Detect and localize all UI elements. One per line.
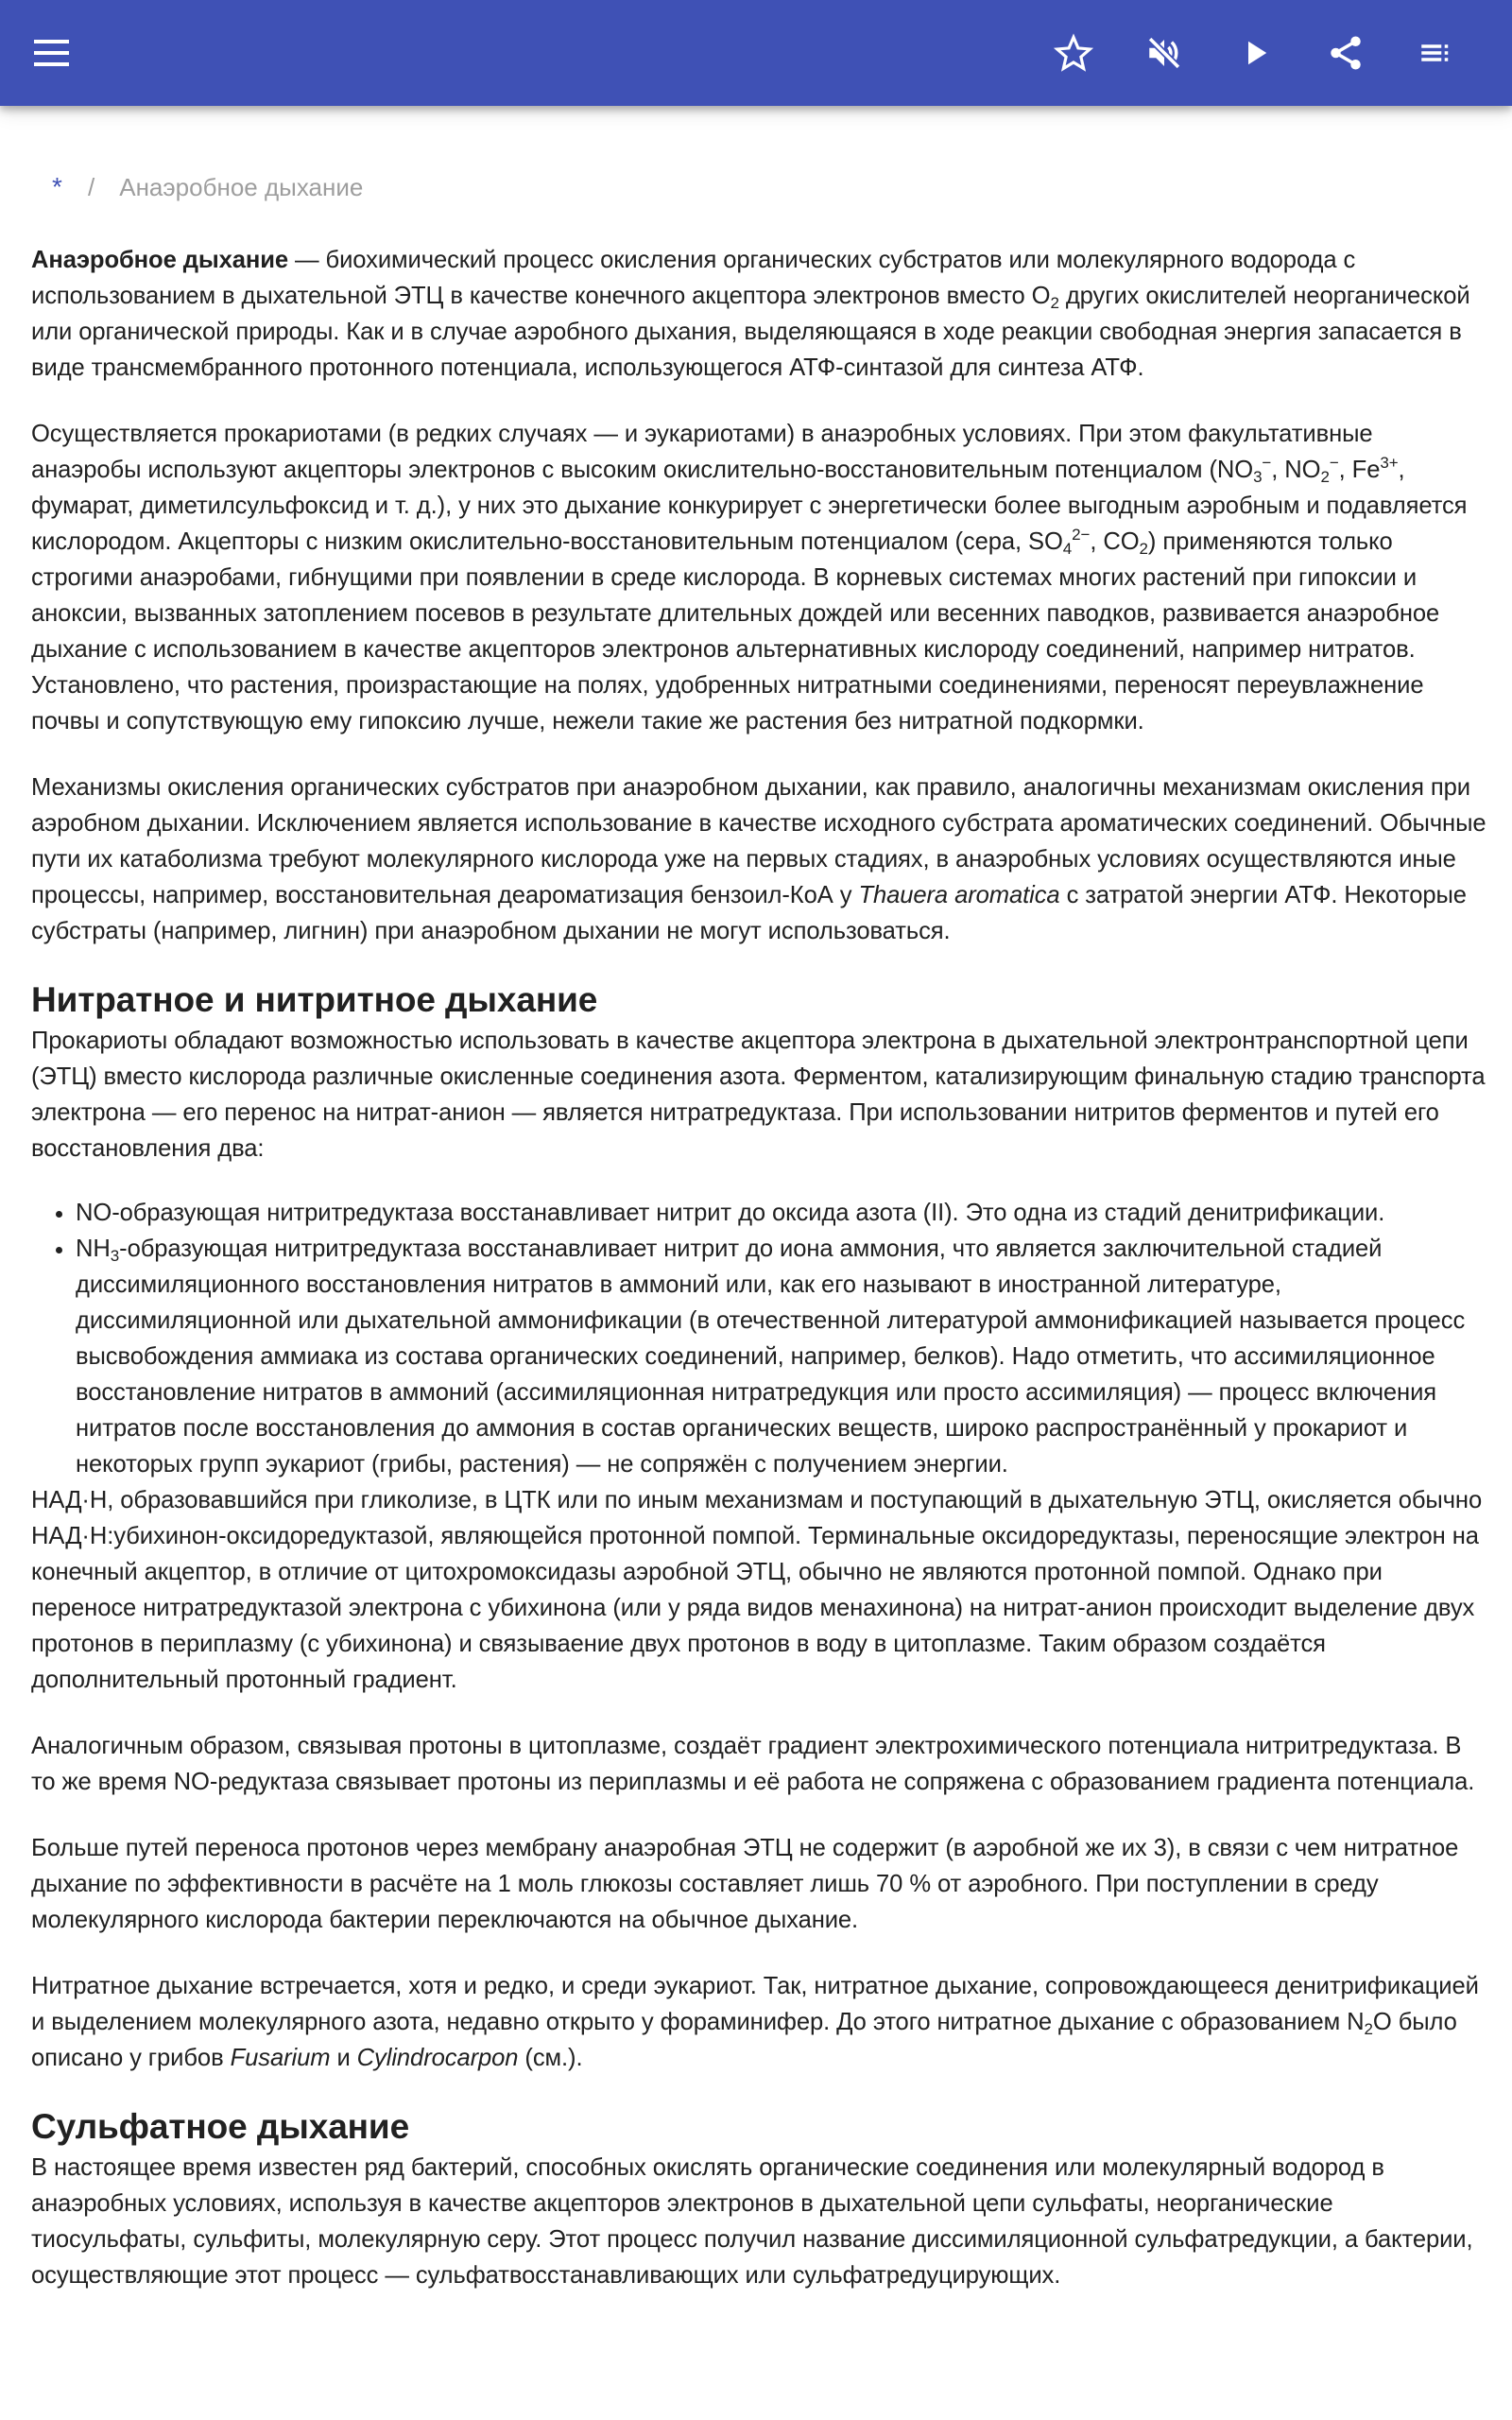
text-run: -образующая нитритредуктаза восстанавливает нитрит до иона аммония, что является заключительной стадией диссимиляционного восстановления нитратов в аммоний или, как его называют в иностранной литературе, диссимиляционной или дыхательной аммонификации (в отечественной литературой аммонификацией называется процесс высвобождения аммиака из состава органических соединений, например, белков). Надо отметить, что ассимиляционное восстановление нитратов в аммоний (ассимиляционная нитратредукция или просто ассимиляция) — процесс включения нитратов после восстановления до аммония в состав органических веществ, широко распространённый у прокариот и некоторых групп эукариот (грибы, растения) — не сопряжён с получением энергии. xyxy=(76,1236,1466,1478)
text-run: ) применяются только строгими анаэробами, гибнущими при появлении в среде кислорода. В корневых системах многих растений при гипоксии и аноксии, вызванных затоплением посевов в результате длительных дождей или весенних паводков, развивается анаэробное дыхание с использованием в качестве акцепторов электронов альтернативных кислороду соединений, например нитратов. Установлено, что растения, произрастающие на полях, удобренных нитратными соединениями, переносят переувлажнение почвы и сопутствующую ему гипоксию лучше, нежели такие же растения без нитратной подкормки. xyxy=(31,528,1440,735)
mute-button[interactable] xyxy=(1138,26,1191,79)
nadh-paragraph: НАД·Н, образовавшийся при гликолизе, в ЦТК или по иным механизмам и поступающий в дыхательную ЭТЦ, окисляется обычно НАД·Н:убихинон-оксидоредуктазой, являющейся протонной помпой. Терминальные оксидоредуктазы, переносящие электрон на конечный акцептор, в отличие от цитохромоксидазы аэробной ЭТЦ, обычно не являются протонной помпой. Однако при переносе нитратредуктазой электрона с убихинона (или у ряда видов менахинона) на нитрат-анион происходит выделение двух протонов в периплазму (с убихинона) и связываение двух протонов в воду в цитоплазме. Таким образом создаётся дополнительный протонный градиент. xyxy=(31,1487,1483,1693)
superscript: − xyxy=(1262,454,1272,472)
text-run: , NO xyxy=(1271,457,1321,483)
star-outline-icon xyxy=(1054,33,1093,73)
text-run: , Fe xyxy=(1338,457,1381,483)
menu-icon xyxy=(34,40,70,66)
text-run: , CO xyxy=(1090,528,1140,555)
analog-paragraph: Аналогичным образом, связывая протоны в цитоплазме, создаёт градиент электрохимического потенциала нитритредуктаза. В то же время NO-редуктаза связывает протоны из периплазмы и её работа не сопряжена с образованием градиента потенциала. xyxy=(31,1733,1475,1795)
playlist-icon xyxy=(1417,33,1456,73)
subscript: 2 xyxy=(1050,294,1059,312)
text-run: — биохимический процесс окисления органических субстратов или молекулярного водорода с использованием в дыхательной ЭТЦ в качестве конечного акцептора электронов вместо O xyxy=(31,247,1356,309)
species-name: Fusarium xyxy=(230,2045,331,2071)
section-heading-nitrate: Нитратное и нитритное дыхание xyxy=(31,980,598,1019)
text-run: , фумарат, диметилсульфоксид и т. д.), у них это дыхание конкурирует с энергетически более выгодным аэробным и подавляется кислородом. Акцепторы с низким окислительно-восстановительным потенциалом (сера, SO xyxy=(31,457,1468,555)
subscript: 3 xyxy=(110,1247,120,1265)
article-content xyxy=(31,242,1486,2324)
text-run: O было описано у грибов xyxy=(31,2009,1457,2071)
nitrate-intro-paragraph: Прокариоты обладают возможностью использовать в качестве акцептора электрона в дыхательной электронтранспортной цепи (ЭТЦ) вместо кислорода различные окисленные соединения азота. Ферментом, катализирующим финальную стадию транспорта электрона — его перенос на нитрат-анион — является нитратредуктаза. При использовании нитритов ферментов и путей его восстановления два: xyxy=(31,1028,1486,1162)
app-bar xyxy=(0,0,1512,106)
subscript: 3 xyxy=(1253,468,1263,486)
menu-button[interactable] xyxy=(26,26,78,79)
share-icon xyxy=(1326,33,1366,73)
article-intro-paragraph xyxy=(31,242,1486,386)
species-name: Cylindrocarpon xyxy=(356,2045,519,2071)
list-item: • NO-образующая нитритредуктаза восстанавливает нитрит до оксида азота (II). Это одна из стадий денитрификации. xyxy=(76,1195,1486,1231)
text-run: (см.). xyxy=(518,2045,583,2071)
text-run: Механизмы окисления органических субстратов при анаэробном дыхании, как правило, аналогичны механизмам окисления при аэробном дыхании. Исключением является использование в качестве исходного субстрата ароматических соединений. Обычные пути их катаболизма требуют молекулярного кислорода уже на первых стадиях, в анаэробных условиях осуществляются иные процессы, например, восстановительная деароматизация бензоил-КоА у xyxy=(31,774,1486,908)
breadcrumb-home-link[interactable]: * xyxy=(52,172,62,201)
nitrite-reductase-list xyxy=(31,1195,1486,1482)
species-name: Thauera aromatica xyxy=(858,882,1060,908)
breadcrumb-current: Анаэробное дыхание xyxy=(119,173,364,201)
share-button[interactable] xyxy=(1319,26,1372,79)
mechanisms-paragraph xyxy=(31,769,1486,949)
eukaryotes-paragraph xyxy=(31,1968,1486,2076)
sulfate-intro-paragraph: В настоящее время известен ряд бактерий, способных окислять органические соединения или молекулярный водород в анаэробных условиях, используя в качестве акцепторов электронов в дыхательной цепи сульфаты, неорганические тиосульфаты, сульфиты, молекулярную серу. Этот процесс получил название диссимиляционной сульфатредукции, а бактерии, осуществляющие этот процесс — сульфатвосстанавливающих или сульфатредуцирующих. xyxy=(31,2154,1473,2289)
efficiency-paragraph: Больше путей переноса протонов через мембрану анаэробная ЭТЦ не содержит (в аэробной же их 3), в связи с чем нитратное дыхание по эффективности в расчёте на 1 моль глюкозы составляет лишь 70 % от аэробного. При поступлении в среду молекулярного кислорода бактерии переключаются на обычное дыхание. xyxy=(31,1835,1459,1933)
text-run: Нитратное дыхание встречается, хотя и редко, и среди эукариот. Так, нитратное дыхание, сопровождающееся денитрификацией и выделением молекулярного азота, недавно открыто у фораминифер. До этого нитратное дыхание с образованием N xyxy=(31,1973,1479,2035)
prokaryotes-paragraph xyxy=(31,416,1486,739)
subscript: 2 xyxy=(1364,2020,1373,2038)
volume-off-icon xyxy=(1144,33,1184,73)
play-button[interactable] xyxy=(1228,26,1281,79)
article-term: Анаэробное дыхание xyxy=(31,247,289,273)
superscript: 2− xyxy=(1072,526,1091,544)
superscript: 3+ xyxy=(1380,454,1399,472)
superscript: − xyxy=(1329,454,1339,472)
subscript: 2 xyxy=(1320,468,1330,486)
text-run: NH xyxy=(76,1236,111,1262)
play-icon xyxy=(1235,33,1275,73)
text-run: с затратой энергии АТФ. Некоторые субстраты (например, лигнин) при анаэробном дыхании не могут использоваться. xyxy=(31,882,1467,944)
text-run: и xyxy=(330,2045,357,2071)
text-run: других окислителей неорганической или органической природы. Как и в случае аэробного дыхания, выделяющаяся в ходе реакции свободная энергия запасается в виде трансмембранного протонного потенциала, использующегося АТФ-синтазой для синтеза АТФ. xyxy=(31,283,1470,381)
subscript: 2 xyxy=(1139,540,1148,558)
contents-button[interactable] xyxy=(1410,26,1463,79)
breadcrumb xyxy=(52,168,363,206)
breadcrumb-separator: / xyxy=(88,173,95,201)
list-item xyxy=(76,1231,1486,1482)
text-run: Осуществляется прокариотами (в редких случаях — и эукариотами) в анаэробных условиях. При этом факультативные анаэробы используют акцепторы электронов с высоким окислительно-восстановительным потенциалом (NO xyxy=(31,421,1373,483)
bookmark-button[interactable] xyxy=(1047,26,1100,79)
subscript: 4 xyxy=(1062,540,1073,558)
section-heading-sulfate: Сульфатное дыхание xyxy=(31,2107,410,2146)
